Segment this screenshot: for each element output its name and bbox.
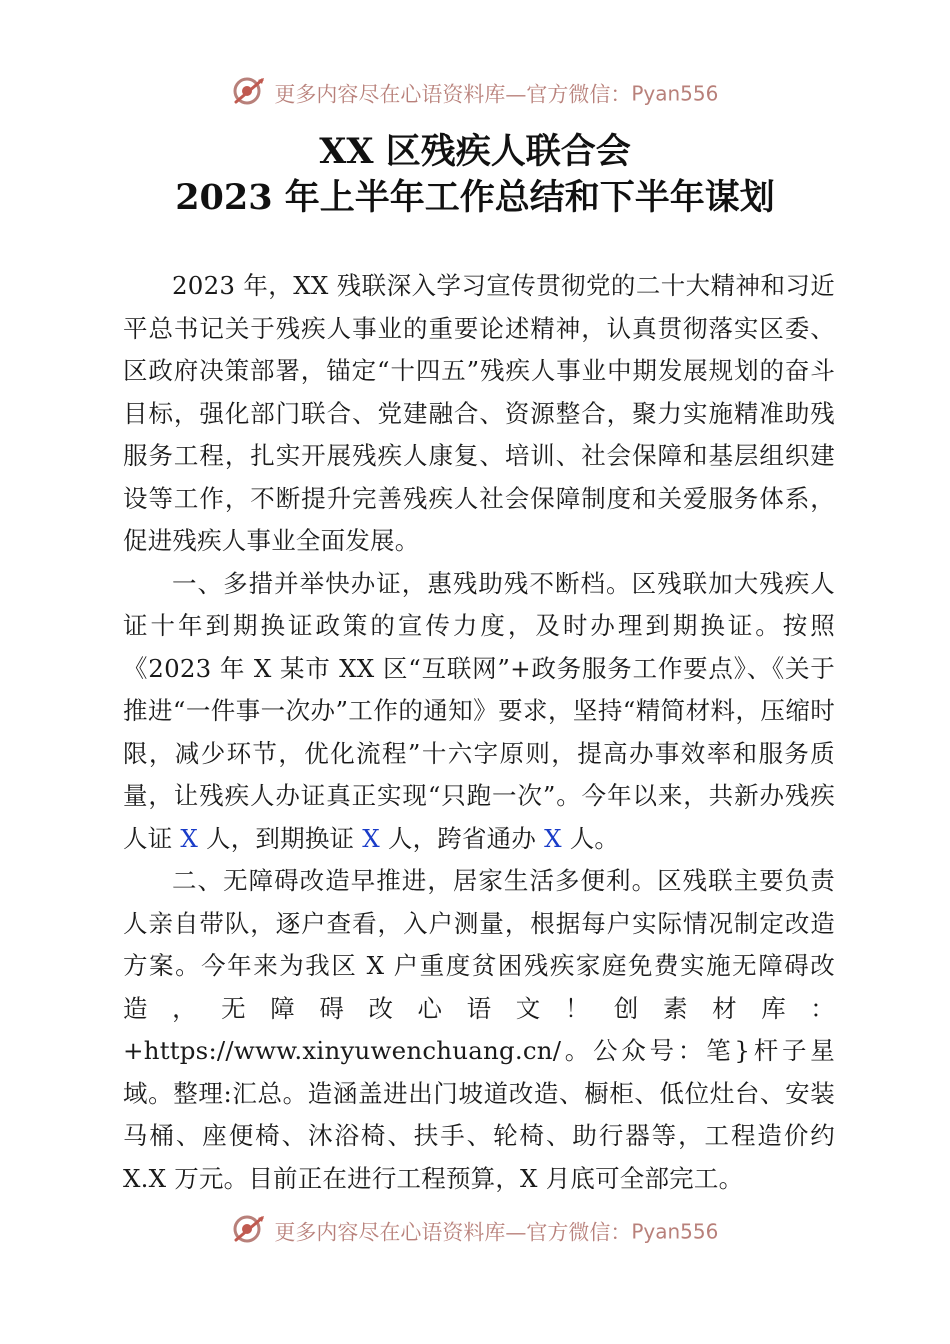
paragraph-section-2: 二、无障碍改造早推进，居家生活多便利。区残联主要负责人亲自带队，逐户查看，入户测量，根据每户实际情况制定改造方案。今年来为我区 X 户重度贫困残疾家庭免费实施无障碍改造，无障碍改心语文！创素材库：+https://www.xinyuwenchuang.cn/。公众号：笔}杆子星域。整理:汇总。造涵盖进出门坡道改造、橱柜、低位灶台、安装马桶、座便椅、沐浴椅、扶手、轮椅、助行器等，工程造价约 X.X 万元。目前正在进行工程预算，X 月底可全部完工。 [123,866,835,1193]
title-organization: XX 区残疾人联合会 [319,131,631,172]
section-1-text-mid: 人，到期换证 [198,823,363,853]
paragraph-intro: 2023 年，XX 残联深入学习宣传贯彻党的二十大精神和习近平总书记关于残疾人事业的重要论述精神，认真贯彻落实区委、区政府决策部署，锚定“十四五”残疾人事业中期发展规划的奋斗目标，强化部门联合、党建融合、资源整合，聚力实施精准助残服务工程，扎实开展残疾人康复、培训、社会保障和基层组织建设等工作，不断提升完善残疾人社会保障制度和关爱服务体系，促进残疾人事业全面发展。 [123,271,835,555]
section-1-text-mid2: 人，跨省通办 [379,823,545,853]
placeholder-cross-province: X [544,823,562,853]
pen-logo-icon [232,1214,266,1249]
watermark-footer [0,1214,950,1249]
placeholder-renewals: X [362,823,380,853]
watermark-text: 更多内容尽在心语资料库—官方微信： [274,82,632,107]
document-body [123,265,835,1200]
placeholder-new-certs: X [180,823,199,853]
watermark-header [0,76,950,111]
watermark-text: 更多内容尽在心语资料库—官方微信： [274,1220,632,1245]
watermark-wechat-id: Pyan556 [631,81,719,106]
title-report: 2023 年上半年工作总结和下半年谋划 [175,177,775,218]
section-1-text-end: 人。 [561,823,620,853]
paragraph-section-1 [123,563,835,861]
watermark-wechat-id: Pyan556 [631,1219,719,1244]
section-1-text: 一、多措并举快办证，惠残助残不断档。区残联加大残疾人证十年到期换证政策的宣传力度，及时办理到期换证。按照《2023 年 X 某市 XX 区“互联网”+政务服务工作要点》、《关于推进“一件事一次办”工作的通知》要求，坚持“精简材料，压缩时限，减少环节，优化流程”十六字原则，提高办事效率和服务质量，让残疾人办证真正实现“只跑一次”。今年以来，共新办残疾人证 [123,568,835,853]
pen-logo-icon [232,76,266,111]
